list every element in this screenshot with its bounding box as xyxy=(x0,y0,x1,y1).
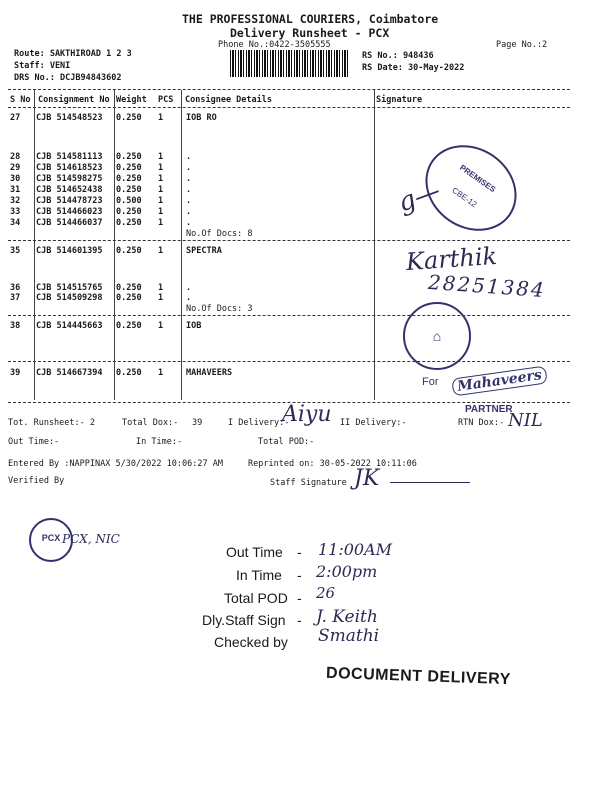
out-time-label: Out Time:- xyxy=(8,437,60,447)
dash: - xyxy=(297,612,302,628)
cell-weight: 0.250 xyxy=(116,246,142,256)
cell-sno: 39 xyxy=(10,368,21,378)
cell-pcs: 1 xyxy=(158,196,164,206)
i-delivery-label: I Delivery:- xyxy=(228,418,290,428)
cell-sno: 38 xyxy=(10,321,21,331)
dash: - xyxy=(297,567,302,583)
cell-sno: 33 xyxy=(10,207,21,217)
rs-number: RS No.: 948436 xyxy=(362,51,434,61)
cell-weight: 0.250 xyxy=(116,152,142,162)
cell-details: . xyxy=(186,218,192,228)
signature-stroke xyxy=(390,482,470,483)
bank-stamp: ⌂ xyxy=(403,302,471,370)
cell-pcs: 1 xyxy=(158,174,164,184)
dly-staff-form-label: Dly.Staff Sign xyxy=(202,612,286,628)
cell-sno: 31 xyxy=(10,185,21,195)
cell-consignment: CJB 514652438 xyxy=(36,185,103,195)
dly-staff-value: J. Keith xyxy=(316,607,378,627)
dash: - xyxy=(297,590,302,606)
cell-pcs: 1 xyxy=(158,113,164,123)
cell-details: . xyxy=(186,283,192,293)
sheet-title: Delivery Runsheet - PCX xyxy=(230,26,390,40)
cell-details: . xyxy=(186,185,192,195)
checked-by-form-label: Checked by xyxy=(214,634,288,650)
cell-weight: 0.250 xyxy=(116,321,142,331)
col-weight: Weight xyxy=(116,95,147,105)
doc-count: No.Of Docs: 8 xyxy=(186,229,253,239)
verified-by: Verified By xyxy=(8,476,65,486)
col-divider xyxy=(374,90,375,400)
cell-details: . xyxy=(186,196,192,206)
total-dox-value: 39 xyxy=(192,418,203,428)
cell-consignment: CJB 514466023 xyxy=(36,207,103,217)
cell-pcs: 1 xyxy=(158,163,164,173)
cell-weight: 0.250 xyxy=(116,174,142,184)
cell-weight: 0.250 xyxy=(116,283,142,293)
cell-sno: 32 xyxy=(10,196,21,206)
cell-weight: 0.250 xyxy=(116,185,142,195)
rtn-dox-value: NIL xyxy=(508,410,543,431)
cell-weight: 0.500 xyxy=(116,196,142,206)
signature-scribble: g— xyxy=(394,175,445,219)
cell-pcs: 1 xyxy=(158,185,164,195)
out-time-form-label: Out Time xyxy=(226,544,283,560)
cell-pcs: 1 xyxy=(158,283,164,293)
cell-consignment: CJB 514581113 xyxy=(36,152,103,162)
cell-consignment: CJB 514466037 xyxy=(36,218,103,228)
cell-consignment: CJB 514478723 xyxy=(36,196,103,206)
cell-consignment: CJB 514618523 xyxy=(36,163,103,173)
cell-pcs: 1 xyxy=(158,321,164,331)
checked-by-value: Smathi xyxy=(318,626,380,646)
cell-pcs: 1 xyxy=(158,293,164,303)
i-delivery-signature: Aiyu xyxy=(282,402,332,427)
in-time-value: 2:00pm xyxy=(316,562,378,581)
group-rule xyxy=(8,361,570,362)
col-consignment: Consignment No xyxy=(38,95,110,105)
cell-consignment: CJB 514598275 xyxy=(36,174,103,184)
cell-consignment: CJB 514509298 xyxy=(36,293,103,303)
cell-sno: 27 xyxy=(10,113,21,123)
col-pcs: PCS xyxy=(158,95,174,105)
drs-number: DRS No.: DCJB94843602 xyxy=(14,73,122,83)
total-pod-label: Total POD:- xyxy=(258,437,315,447)
group-rule xyxy=(8,315,570,316)
cell-weight: 0.250 xyxy=(116,218,142,228)
cell-weight: 0.250 xyxy=(116,293,142,303)
barcode xyxy=(230,50,348,77)
col-signature: Signature xyxy=(376,95,423,105)
document-delivery-stamp: DOCUMENT DELIVERY xyxy=(325,664,512,689)
rtn-dox-label: RTN Dox:- xyxy=(458,418,505,428)
cell-weight: 0.250 xyxy=(116,163,142,173)
col-divider xyxy=(181,90,182,400)
out-time-value: 11:00AM xyxy=(318,540,393,559)
cell-weight: 0.250 xyxy=(116,113,142,123)
cell-sno: 34 xyxy=(10,218,21,228)
total-pod-form-label: Total POD xyxy=(224,590,288,606)
receiver-name-handwritten: Karthik xyxy=(405,241,498,277)
phone-number: Phone No.:0422-3505555 xyxy=(218,40,331,50)
cell-details: IOB RO xyxy=(186,113,217,123)
col-consignee: Consignee Details xyxy=(185,95,272,105)
cell-sno: 30 xyxy=(10,174,21,184)
cell-details: IOB xyxy=(186,321,202,331)
group-rule xyxy=(8,240,570,241)
cell-consignment: CJB 514548523 xyxy=(36,113,103,123)
cell-sno: 37 xyxy=(10,293,21,303)
cell-consignment: CJB 514445663 xyxy=(36,321,103,331)
staff-signature-label: Staff Signature xyxy=(270,478,347,488)
staff-signature: JK xyxy=(354,466,380,491)
cell-consignment: CJB 514601395 xyxy=(36,246,103,256)
total-runsheet: Tot. Runsheet:- 2 xyxy=(8,418,95,428)
cell-pcs: 1 xyxy=(158,246,164,256)
header-rule-top xyxy=(8,89,570,90)
total-pod-value: 26 xyxy=(316,584,336,602)
entered-by: Entered By :NAPPINAX 5/30/2022 10:06:27 AM xyxy=(8,459,223,469)
cell-pcs: 1 xyxy=(158,368,164,378)
cell-consignment: CJB 514667394 xyxy=(36,368,103,378)
cell-pcs: 1 xyxy=(158,218,164,228)
cell-sno: 29 xyxy=(10,163,21,173)
cell-weight: 0.250 xyxy=(116,207,142,217)
cell-details: . xyxy=(186,152,192,162)
col-sno: S No xyxy=(10,95,31,105)
total-dox-label: Total Dox:- xyxy=(122,418,179,428)
reprinted-on: Reprinted on: 30-05-2022 10:11:06 xyxy=(248,459,417,469)
ii-delivery-label: II Delivery:- xyxy=(340,418,407,428)
pcx-note: PCX, NIC xyxy=(62,532,120,546)
cell-sno: 35 xyxy=(10,246,21,256)
doc-count: No.Of Docs: 3 xyxy=(186,304,253,314)
dash: - xyxy=(297,544,302,560)
rs-date: RS Date: 30-May-2022 xyxy=(362,63,465,73)
cell-pcs: 1 xyxy=(158,207,164,217)
cell-details: . xyxy=(186,163,192,173)
col-divider xyxy=(114,90,115,400)
cell-details: SPECTRA xyxy=(186,246,222,256)
cell-details: . xyxy=(186,293,192,303)
mahaveers-stamp: For Mahaveers xyxy=(422,370,547,390)
partner-label: PARTNER xyxy=(465,404,513,415)
page-number: Page No.:2 xyxy=(496,40,548,50)
cell-details: . xyxy=(186,207,192,217)
cell-consignment: CJB 514515765 xyxy=(36,283,103,293)
header-rule-bottom xyxy=(8,107,570,108)
col-divider xyxy=(34,90,35,400)
company-name: THE PROFESSIONAL COURIERS, Coimbatore xyxy=(182,12,439,26)
cell-sno: 36 xyxy=(10,283,21,293)
cell-details: . xyxy=(186,174,192,184)
in-time-label: In Time:- xyxy=(136,437,183,447)
cell-pcs: 1 xyxy=(158,152,164,162)
staff: Staff: VENI xyxy=(14,61,71,71)
cell-sno: 28 xyxy=(10,152,21,162)
cell-weight: 0.250 xyxy=(116,368,142,378)
in-time-form-label: In Time xyxy=(236,567,282,583)
route: Route: SAKTHIROAD 1 2 3 xyxy=(14,49,132,59)
premises-stamp: PREMISES CBE-12 xyxy=(409,128,534,249)
cell-details: MAHAVEERS xyxy=(186,368,233,378)
receiver-number-handwritten: 28251384 xyxy=(427,269,547,303)
pcx-stamp: PCX xyxy=(29,518,73,562)
